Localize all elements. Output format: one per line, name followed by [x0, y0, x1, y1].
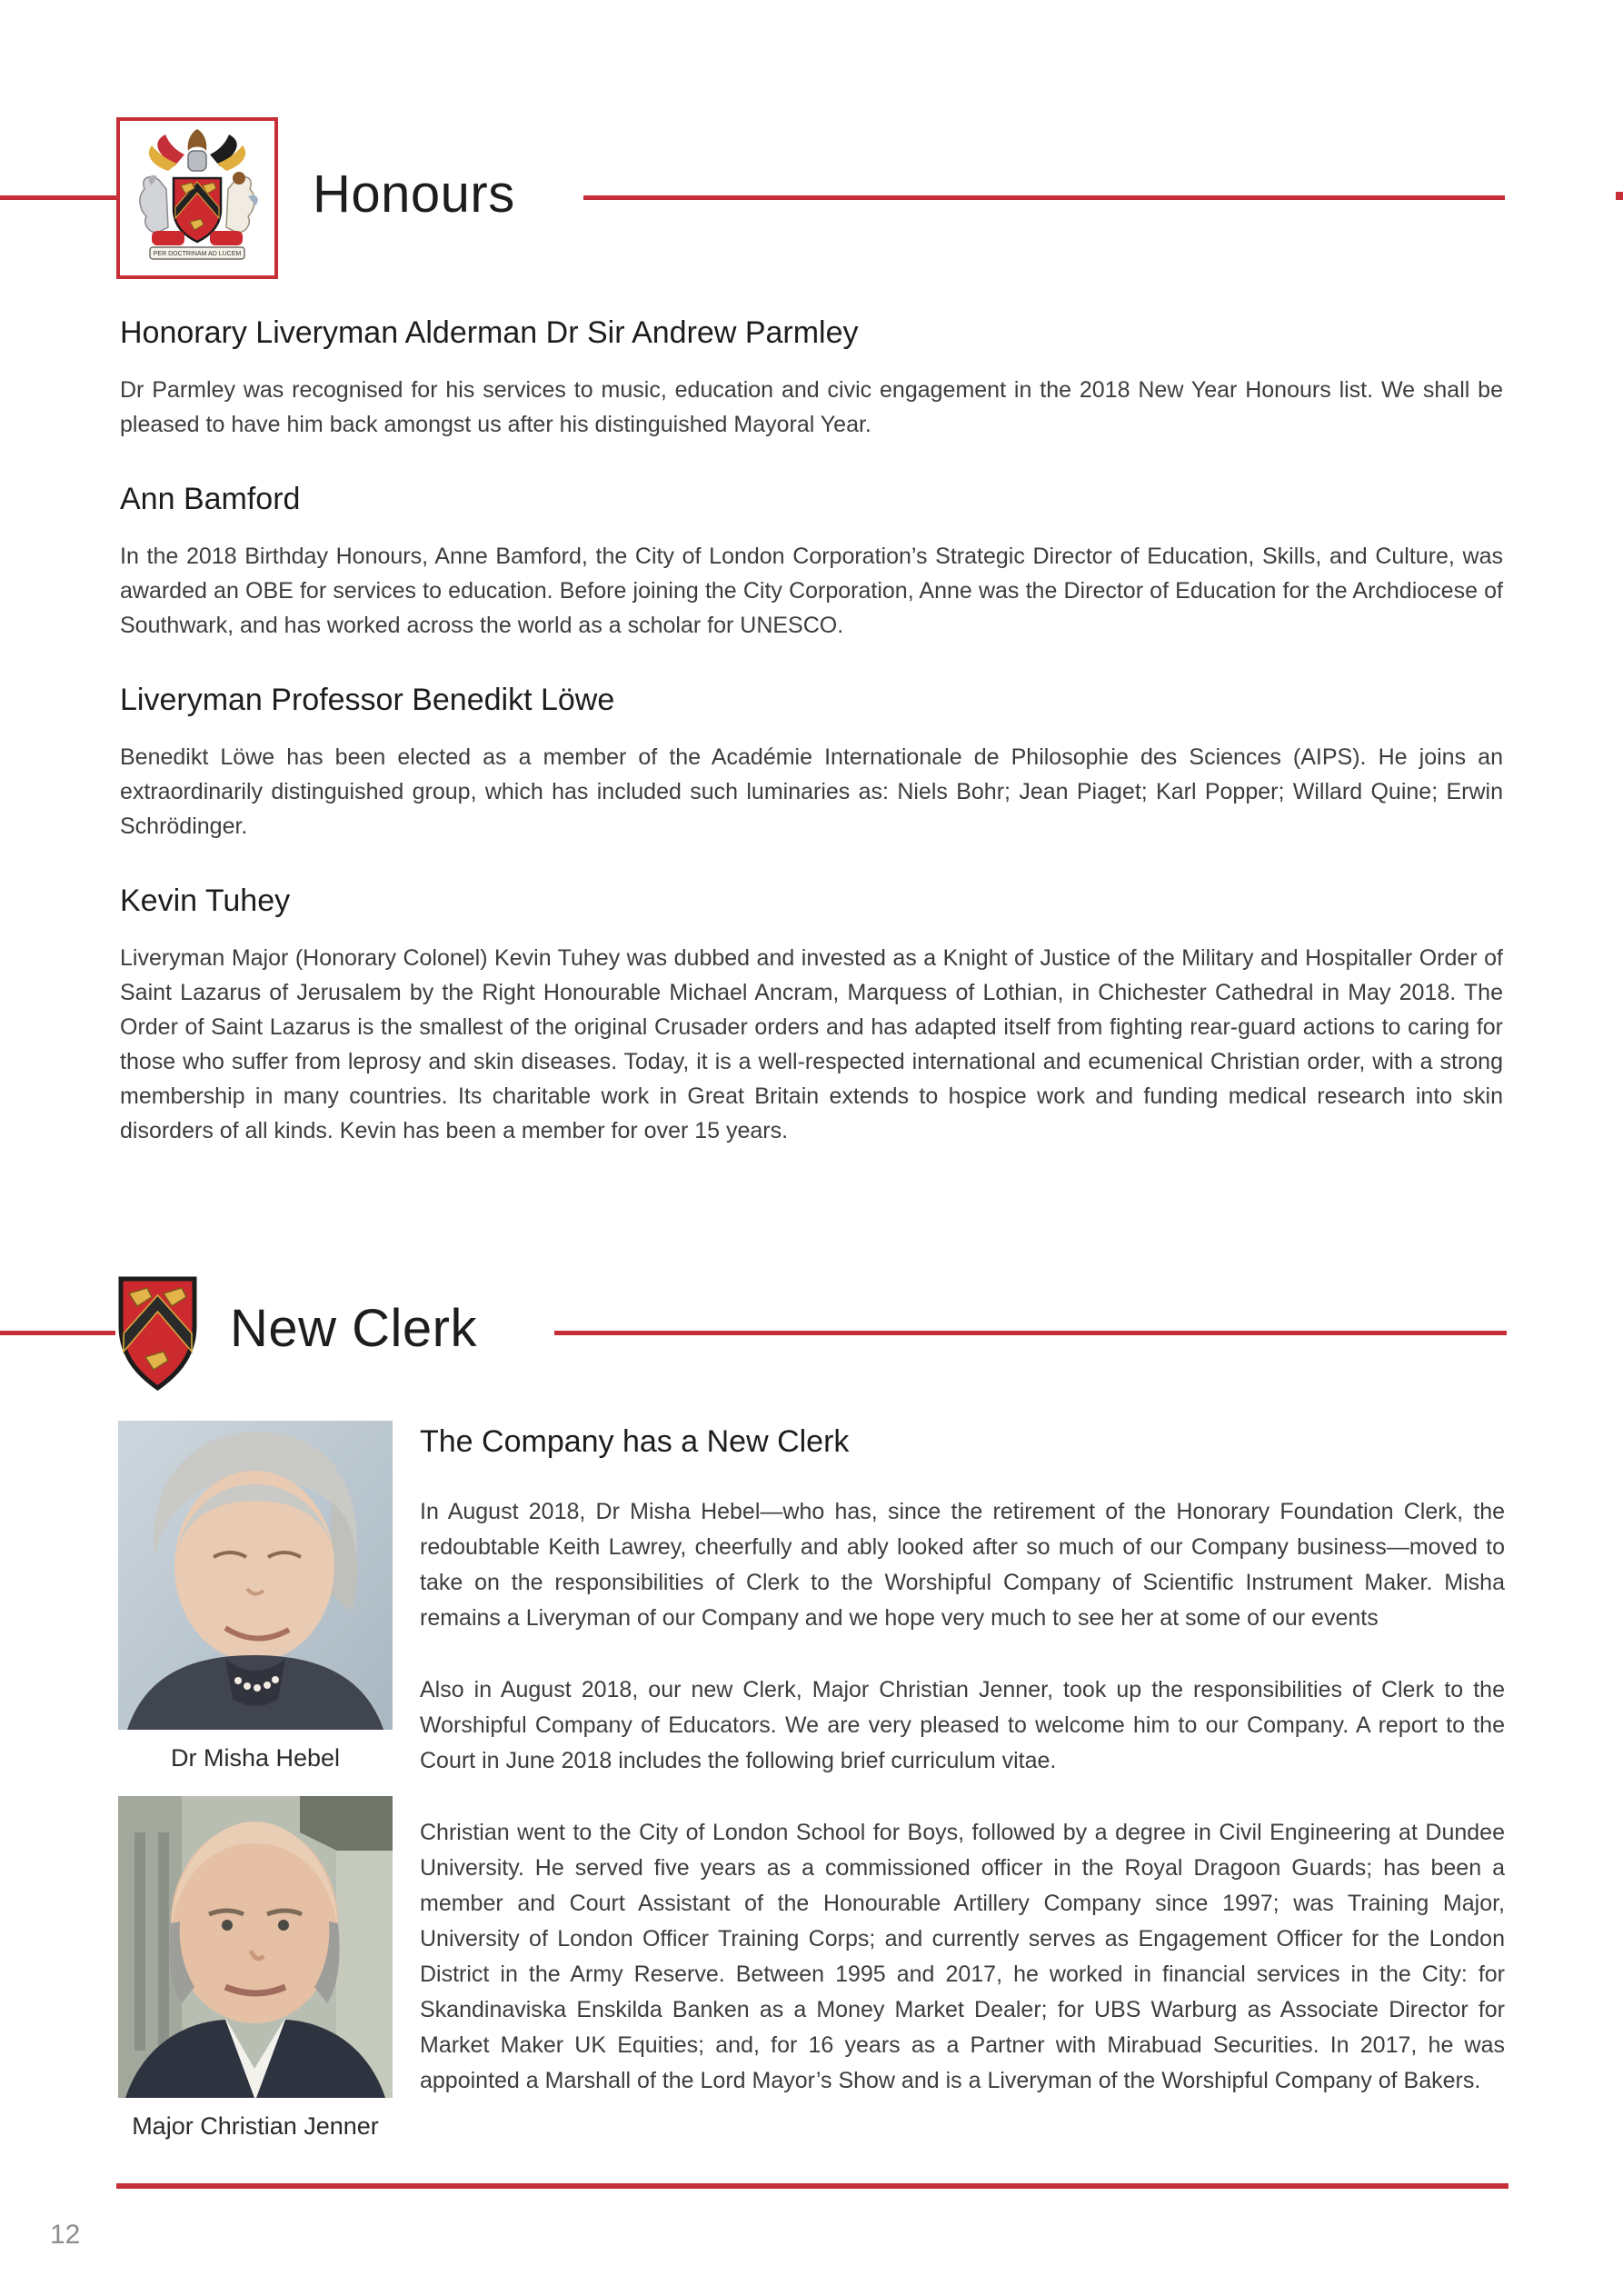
footer-rule: [116, 2183, 1508, 2189]
newclerk-text-column: [420, 1421, 1505, 2164]
photo-caption: Major Christian Jenner: [132, 2112, 379, 2140]
newclerk-heading: The Company has a New Clerk: [420, 1424, 850, 1459]
coat-of-arms-image: [124, 125, 270, 271]
honours-subheading: Kevin Tuhey: [120, 883, 291, 918]
newclerk-section-title: New Clerk: [230, 1299, 477, 1358]
page-number: 12: [50, 2220, 81, 2250]
honours-paragraph: Liveryman Major (Honorary Colonel) Kevin Tuhey was dubbed and invested as a Knight of Justice of the Military and Hospitaller Order of Saint Lazarus of Jerusalem by the Right Honourable Michael Ancram, Marquess of Lothian, in Chichester Cathedral in May 2018. The Order of Saint Lazarus is the smallest of the original Crusader orders and has adapted itself from fighting rear-guard actions to caring for those who suffer from leprosy and skin diseases. Today, it is a well-respected international and ecumenical Christian order, with a strong membership in many countries. Its charitable work in Great Britain extends to hospice work and funding medical research into skin disorders of all kinds. Kevin has been a member for over 15 years.: [120, 945, 1503, 1143]
crest-motto-text: PER DOCTRINAM AD LUCEM: [153, 251, 242, 257]
honours-rule-right: [583, 195, 1505, 200]
honours-crest-frame: [116, 117, 278, 279]
honours-section-title: Honours: [313, 165, 515, 224]
honours-content: [120, 315, 1503, 1188]
honours-paragraph: In the 2018 Birthday Honours, Anne Bamford, the City of London Corporation’s Strategic Director of Education, Skills, and Culture, was awarded an OBE for services to education. Before joining the City Corporation, Anne was the Director of Education for the Archdiocese of Southwark, and has worked across the world as a scholar for UNESCO.: [120, 544, 1503, 638]
newclerk-paragraph: Also in August 2018, our new Clerk, Major Christian Jenner, took up the responsibilities of Clerk to the Worshipful Company of Educators. We are very pleased to welcome him to our Company. A report to the Court in June 2018 includes the following brief curriculum vitae.: [420, 1677, 1505, 1773]
christian-jenner-portrait-image: [118, 1796, 393, 2098]
honours-subheading: Honorary Liveryman Alderman Dr Sir Andrew Parmley: [120, 315, 859, 350]
company-shield-icon: [115, 1275, 200, 1393]
honours-paragraph: Dr Parmley was recognised for his services to music, education and civic engagement in the 2018 New Year Honours list. We shall be pleased to have him back amongst us after his distinguished Mayoral Year.: [120, 377, 1503, 437]
newclerk-content: [118, 1421, 1505, 2164]
honours-subheading: Ann Bamford: [120, 482, 301, 516]
newclerk-shield-frame: [115, 1275, 200, 1393]
misha-hebel-portrait-image: [118, 1421, 393, 1730]
newclerk-rule-left: [0, 1331, 115, 1335]
honours-subheading: Liveryman Professor Benedikt Löwe: [120, 683, 615, 717]
newclerk-rule-right: [554, 1331, 1507, 1335]
honours-paragraph: Benedikt Löwe has been elected as a member of the Académie Internationale de Philosophie des Sciences (AIPS). He joins an extraordinarily distinguished group, which has included such luminaries as: Niels Bohr; Jean Piaget; Karl Popper; Willard Quine; Erwin Schrödinger.: [120, 744, 1503, 839]
page-edge-mark: [1616, 192, 1623, 200]
photo-column: [118, 1421, 393, 2164]
misha-hebel-photo: [118, 1421, 393, 1730]
honours-rule-left: [0, 195, 116, 200]
christian-jenner-photo: [118, 1796, 393, 2098]
photo-caption: Dr Misha Hebel: [170, 1744, 341, 1772]
newclerk-paragraph: In August 2018, Dr Misha Hebel—who has, since the retirement of the Honorary Foundation Clerk, the redoubtable Keith Lawrey, cheerfully and ably looked after so much of our Company business—moved to take on the responsibilities of Clerk to the Worshipful Company of Scientific Instrument Maker. Misha remains a Liveryman of our Company and we hope very much to see her at some of our events: [420, 1499, 1505, 1631]
newclerk-paragraph: Christian went to the City of London School for Boys, followed by a degree in Civil Engineering at Dundee University. He served five years as a commissioned officer in the Royal Dragoon Guards; has been a member and Court Assistant of the Honourable Artillery Company since 1997; was Training Major, University of London Officer Training Corps; and currently serves as Engagement Officer for the London District in the Army Reserve. Between 1995 and 2017, he worked in financial services in the City: for Skandinaviska Enskilda Banken as a Money Market Dealer; for UBS Warburg as Associate Director for Market Maker UK Equities; and, for 16 years as a Partner with Mirabuad Securities. In 2017, he was appointed a Marshall of the Lord Mayor’s Show and is a Liveryman of the Worshipful Company of Bakers.: [420, 1820, 1505, 2093]
